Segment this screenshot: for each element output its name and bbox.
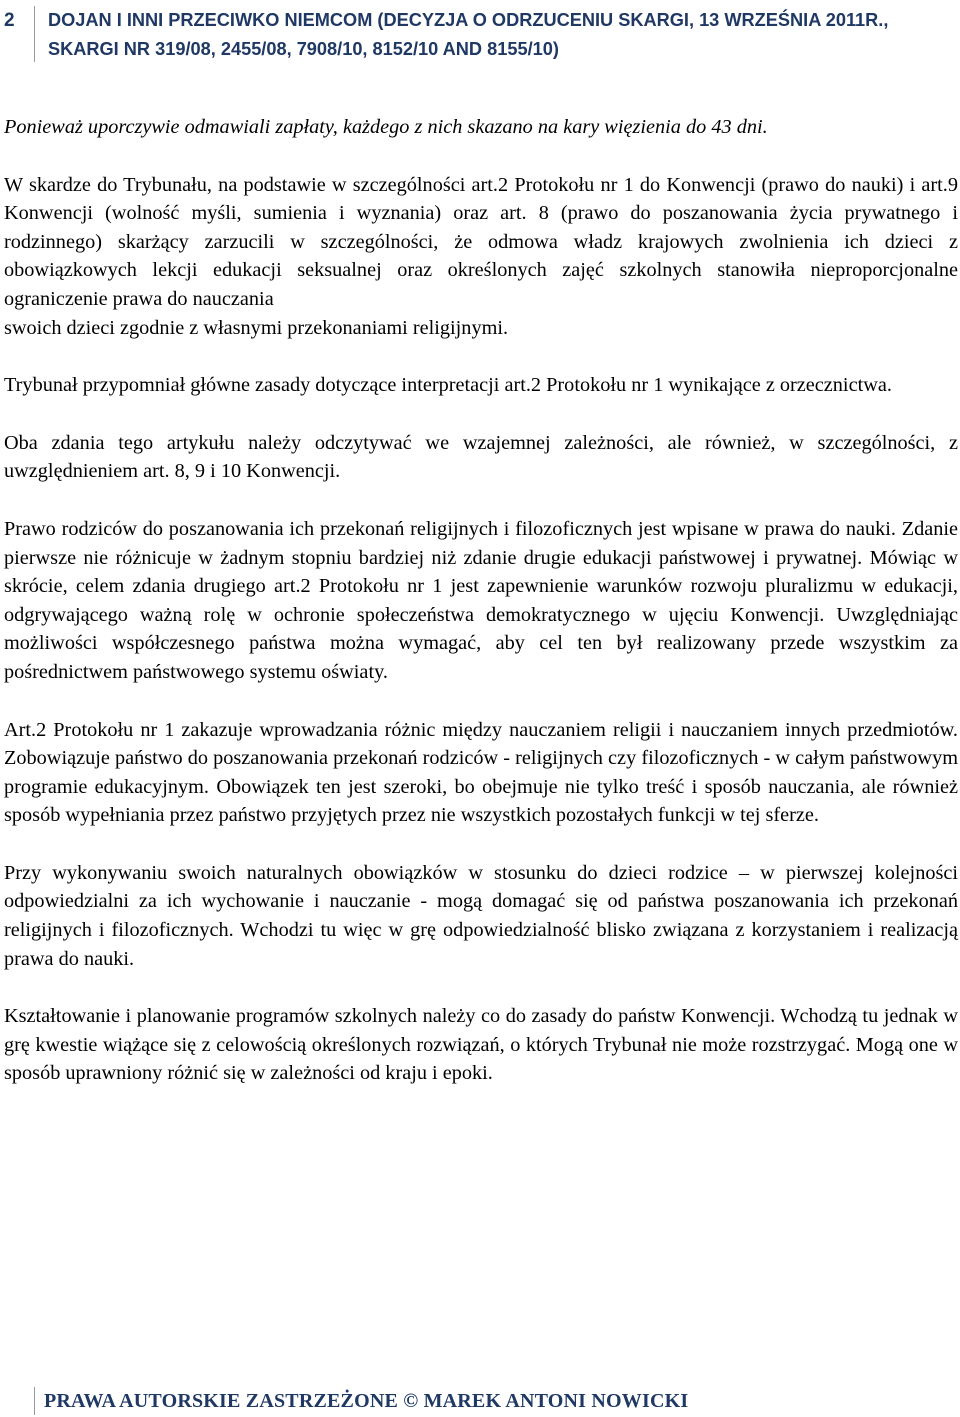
paragraph-9: Kształtowanie i planowanie programów szkolnych należy co do zasady do państw Konwencji. Wchodzą tu jednak w grę kwestie wiążące się z celowością określonych rozwiązań, o których Trybunał nie może rozstrzygać. Mogą one w sposób uprawniony różnić się w zależności od kraju i epoki.	[4, 1005, 958, 1085]
paragraph-5: Oba zdania tego artykułu należy odczytywać we wzajemnej zależności, ale również, w szczególności, z uwzględnieniem art. 8, 9 i 10 Konwencji.	[4, 431, 958, 483]
paragraph-7: Art.2 Protokołu nr 1 zakazuje wprowadzania różnic między nauczaniem religii i nauczaniem innych przedmiotów. Zobowiązuje państwo do poszanowania przekonań rodziców - religijnych czy filozoficznych - w całym państwowym programie edukacyjnym. Obowiązek ten jest szeroki, bo obejmuje nie tylko treść i sposób nauczania, ale również sposób wypełniania przez państwo przyjętych przez nie wszystkich pozostałych funkcji w tej sferze.	[4, 718, 958, 827]
paragraph-2: W skardze do Trybunału, na podstawie w szczególności art.2 Protokołu nr 1 do Konwencji (prawo do nauki) i art.9 Konwencji (wolność myśli, sumienia i wyznania) oraz art. 8 (prawo do poszanowania życia prywatnego i rodzinnego) skarżący zarzucili w szczególności, że odmowa władz krajowych zwolnienia ich dzieci z obowiązkowych lekcji edukacji seksualnej oraz określonych zajęć szkolnych stanowiła nieproporcjonalne ograniczenie prawa do nauczania	[4, 173, 958, 310]
footer-divider	[34, 1387, 35, 1415]
paragraph-4: Trybunał przypomniał główne zasady dotyczące interpretacji art.2 Protokołu nr 1 wynikające z orzecznictwa.	[4, 374, 892, 397]
header-divider	[34, 6, 35, 62]
page-footer	[0, 1385, 960, 1417]
paragraph-6: Prawo rodziców do poszanowania ich przekonań religijnych i filozoficznych jest wpisane w prawa do nauki. Zdanie pierwsze nie różnicuje w żadnym stopniu bardziej niż zdanie drugie edukacji państwowej i prywatnej. Mówiąc w skrócie, celem zdania drugiego art.2 Protokołu nr 1 jest zapewnienie warunków rozwoju pluralizmu w edukacji, odgrywającego ważną rolę w ochronie społeczeństwa demokratycznego w ujęciu Konwencji. Uwzględniając możliwości współczesnego państwa można wymagać, aby cel ten był realizowany przede wszystkim za pośrednictwem państwowego systemu oświaty.	[4, 517, 958, 683]
document-body	[4, 113, 958, 1117]
header-title: DOJAN I INNI PRZECIWKO NIEMCOM (DECYZJA O ODRZUCENIU SKARGI, 13 WRZEŚNIA 2011R., SKARGI NR 319/08, 2455/08, 7908/10, 8152/10 AND 8155/10)	[48, 10, 889, 59]
paragraph-3: swoich dzieci zgodnie z własnymi przekonaniami religijnymi.	[4, 316, 509, 339]
paragraph-1: Ponieważ uporczywie odmawiali zapłaty, każdego z nich skazano na kary więzienia do 43 dni.	[4, 116, 768, 138]
page-header	[0, 0, 960, 62]
copyright-notice: PRAWA AUTORSKIE ZASTRZEŻONE © MAREK ANTONI NOWICKI	[44, 1390, 689, 1412]
paragraph-8: Przy wykonywaniu swoich naturalnych obowiązków w stosunku do dzieci rodzice – w pierwszej kolejności odpowiedzialni za ich wychowanie i nauczanie - mogą domagać się od państwa poszanowania ich przekonań religijnych i filozoficznych. Wchodzi tu więc w grę odpowiedzialność blisko związana z korzystaniem i realizacją prawa do nauki.	[4, 861, 958, 970]
page-number: 2	[4, 10, 15, 31]
